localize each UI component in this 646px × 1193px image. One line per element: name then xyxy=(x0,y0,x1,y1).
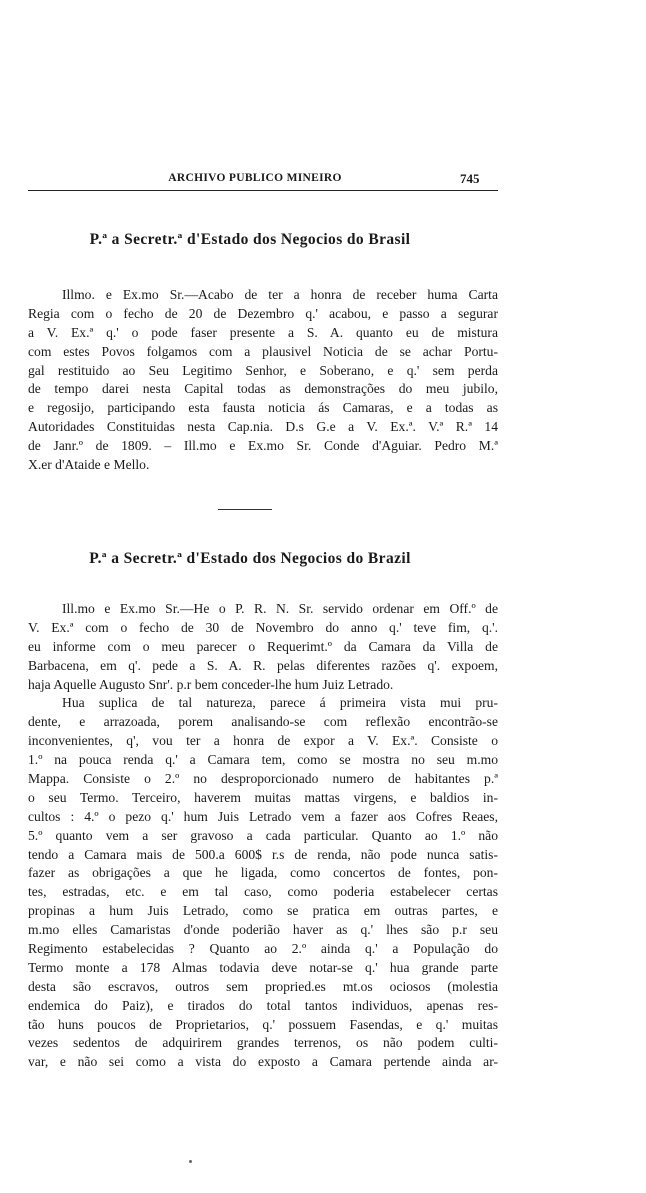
text-line: Illmo. e Ex.mo Sr.—Acabo de ter a honra de receber huma Carta xyxy=(62,287,498,302)
text-line: vezes sedentos de adquirirem grandes terrenos, os não podem culti- xyxy=(28,1035,498,1051)
text-line: dente, e arrazoada, porem analisando-se com reflexão encontrão-se xyxy=(28,714,498,730)
text-line: desta são escravos, outros sem propried.es mt.os ociosos (molestia xyxy=(28,978,498,994)
header-rule xyxy=(28,190,498,191)
text-line: Termo monte a 178 Almas todavia deve notar-se q.' hua grande parte xyxy=(28,959,498,975)
text-line: fazer as obrigações a que he ligada, como concertos de fontes, pon- xyxy=(28,865,498,881)
text-line: Autoridades Constituidas nesta Cap.nia. D.s G.e a V. Ex.ª. V.ª R.ª 14 xyxy=(28,419,498,435)
text-line: tão huns poucos de Proprietarios, q.' possuem Fasendas, e q.' muitas xyxy=(28,1016,498,1032)
text-line: gal restituido ao Seu Legitimo Senhor, e Soberano, e q.' sem perda xyxy=(28,362,498,378)
letter-2-title: P.ª a Secretr.ª d'Estado dos Negocios do Brazil xyxy=(89,550,411,567)
running-head: ARCHIVO PUBLICO MINEIRO xyxy=(168,172,342,184)
text-line: m.mo elles Camaristas d'onde poderião haver as q.' lhes são p.r seu xyxy=(28,922,498,938)
text-line: a V. Ex.ª q.' o pode faser presente a S. A. quanto eu de mistura xyxy=(28,324,498,340)
text-line: Hua suplica de tal natureza, parece á primeira vista mui pru- xyxy=(62,695,498,711)
text-line: Mappa. Consiste o 2.º no desproporcionado numero de habitantes p.ª xyxy=(28,771,498,787)
text-line: Regimento estabelecidas ? Quanto ao 2.º ainda q.' a População do xyxy=(28,941,498,957)
text-line: cultos : 4.º o pezo q.' hum Juis Letrado vem a fazer aos Cofres Reaes, xyxy=(28,808,498,824)
text-line: X.er d'Ataide e Mello. xyxy=(28,457,150,473)
text-line: haja Aquelle Augusto Snr'. p.r bem conceder-lhe hum Juiz Letrado. xyxy=(28,676,394,692)
text-line: e regosijo, participando esta fausta noticia ás Camaras, e a todas as xyxy=(28,400,498,416)
page-header xyxy=(0,172,646,194)
text-line: de tempo darei nesta Capital todas as demonstrações do meu jubilo, xyxy=(28,381,498,397)
text-line: Regia com o fecho de 20 de Dezembro q.' acabou, e passo a segurar xyxy=(28,305,498,321)
text-line: tendo a Camara mais de 500.a 600$ r.s de renda, não pode nunca satis- xyxy=(28,846,498,862)
letter-1-title: P.ª a Secretr.ª d'Estado dos Negocios do Brasil xyxy=(89,231,411,248)
text-line: o seu Termo. Terceiro, haverem muitas mattas virgens, e baldios in- xyxy=(28,789,498,805)
text-line: V. Ex.ª com o fecho de 30 de Novembro do anno q.' teve fim, q.'. xyxy=(28,619,498,635)
letter-2-body xyxy=(28,600,498,1072)
text-line: tes, estradas, etc. e em tal caso, como poderia estabelecer certas xyxy=(28,884,498,900)
section-divider xyxy=(218,509,272,510)
text-line: propinas a hum Juis Letrado, como se pratica em outras partes, e xyxy=(28,903,498,919)
text-line: var, e não sei como a vista do exposto a Camara pertende ainda ar- xyxy=(28,1054,498,1070)
text-line: endemica do Paiz), e tirados do total tantos individuos, apenas res- xyxy=(28,997,498,1013)
print-speck xyxy=(189,1160,192,1163)
text-line: de Janr.º de 1809. – Ill.mo e Ex.mo Sr. Conde d'Aguiar. Pedro M.ª xyxy=(28,438,498,454)
text-line: 5.º quanto vem a ser gravoso a cada particular. Quanto ao 1.º não xyxy=(28,827,498,843)
letter-1-body xyxy=(28,286,498,475)
text-line: eu informe com o meu parecer o Requerimt.º da Camara da Villa de xyxy=(28,638,498,654)
page-number: 745 xyxy=(460,171,480,186)
text-line: com estes Povos folgamos com a plausivel Noticia de se achar Portu- xyxy=(28,343,498,359)
text-line: Barbacena, em q'. pede a S. A. R. pelas diferentes razões q'. expoem, xyxy=(28,657,498,673)
text-line: Ill.mo e Ex.mo Sr.—He o P. R. N. Sr. servido ordenar em Off.º de xyxy=(62,601,498,616)
text-line: 1.º na pouca renda q.' a Camara tem, como se mostra no seu m.mo xyxy=(28,752,498,768)
text-line: inconvenientes, q', vou ter a honra de expor a V. Ex.ª. Consiste o xyxy=(28,733,498,749)
